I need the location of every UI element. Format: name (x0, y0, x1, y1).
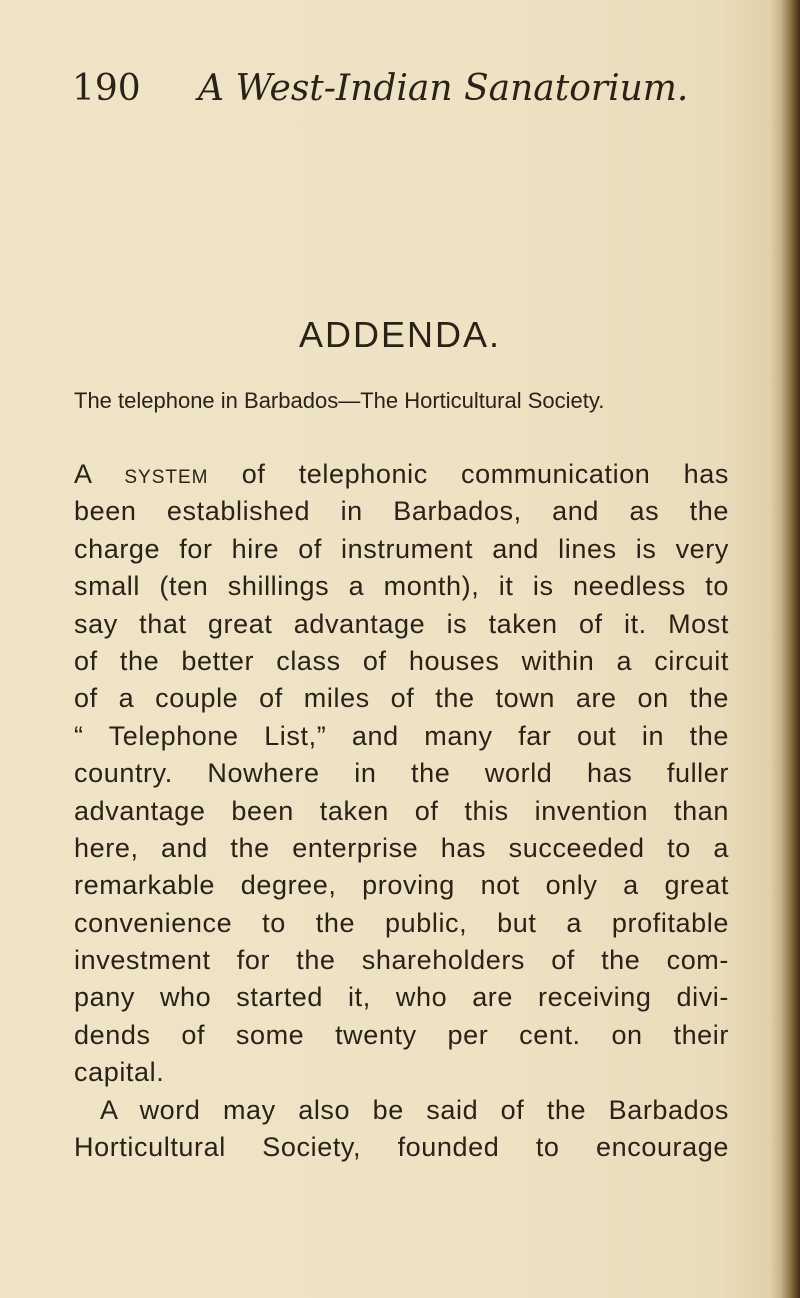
body-line: Horticultural Society, founded to encourage (74, 1132, 729, 1163)
body-text (74, 456, 729, 1166)
body-line: of the better class of houses within a circuit (74, 645, 729, 676)
body-line: remarkable degree, proving not only a great (74, 870, 729, 901)
body-line: been established in Barbados, and as the (74, 496, 729, 527)
running-title: A West-Indian Sanatorium. (198, 68, 689, 109)
body-line: convenience to the public, but a profitable (74, 907, 729, 938)
body-line: pany who started it, who are receiving divi- (74, 982, 729, 1013)
body-line: A word may also be said of the Barbados (100, 1094, 729, 1125)
body-line: advantage been taken of this invention than (74, 795, 729, 826)
section-title: ADDENDA. (298, 314, 502, 355)
body-line: small (ten shillings a month), it is needless to (74, 571, 729, 602)
first-word: A (74, 459, 92, 489)
opening-smallcaps: system (124, 459, 209, 489)
body-line: here, and the enterprise has succeeded to a (74, 832, 729, 863)
body-line: country. Nowhere in the world has fuller (74, 758, 729, 789)
body-line: “ Telephone List,” and many far out in the (74, 720, 729, 751)
body-line: of a couple of miles of the town are on the (74, 683, 729, 714)
first-line-rest: of telephonic communication has (241, 459, 729, 489)
body-line (74, 456, 729, 493)
body-line: dends of some twenty per cent. on their (74, 1019, 729, 1050)
body-line: say that great advantage is taken of it. Most (74, 608, 729, 639)
running-header (72, 64, 712, 114)
page-edge-shadow (770, 0, 800, 1298)
body-line: charge for hire of instrument and lines is very (74, 533, 729, 564)
section-subtitle: The telephone in Barbados—The Horticultural Society. (74, 388, 605, 413)
body-line: investment for the shareholders of the com- (74, 945, 729, 976)
body-line: capital. (74, 1057, 165, 1088)
page-number: 190 (72, 68, 141, 109)
